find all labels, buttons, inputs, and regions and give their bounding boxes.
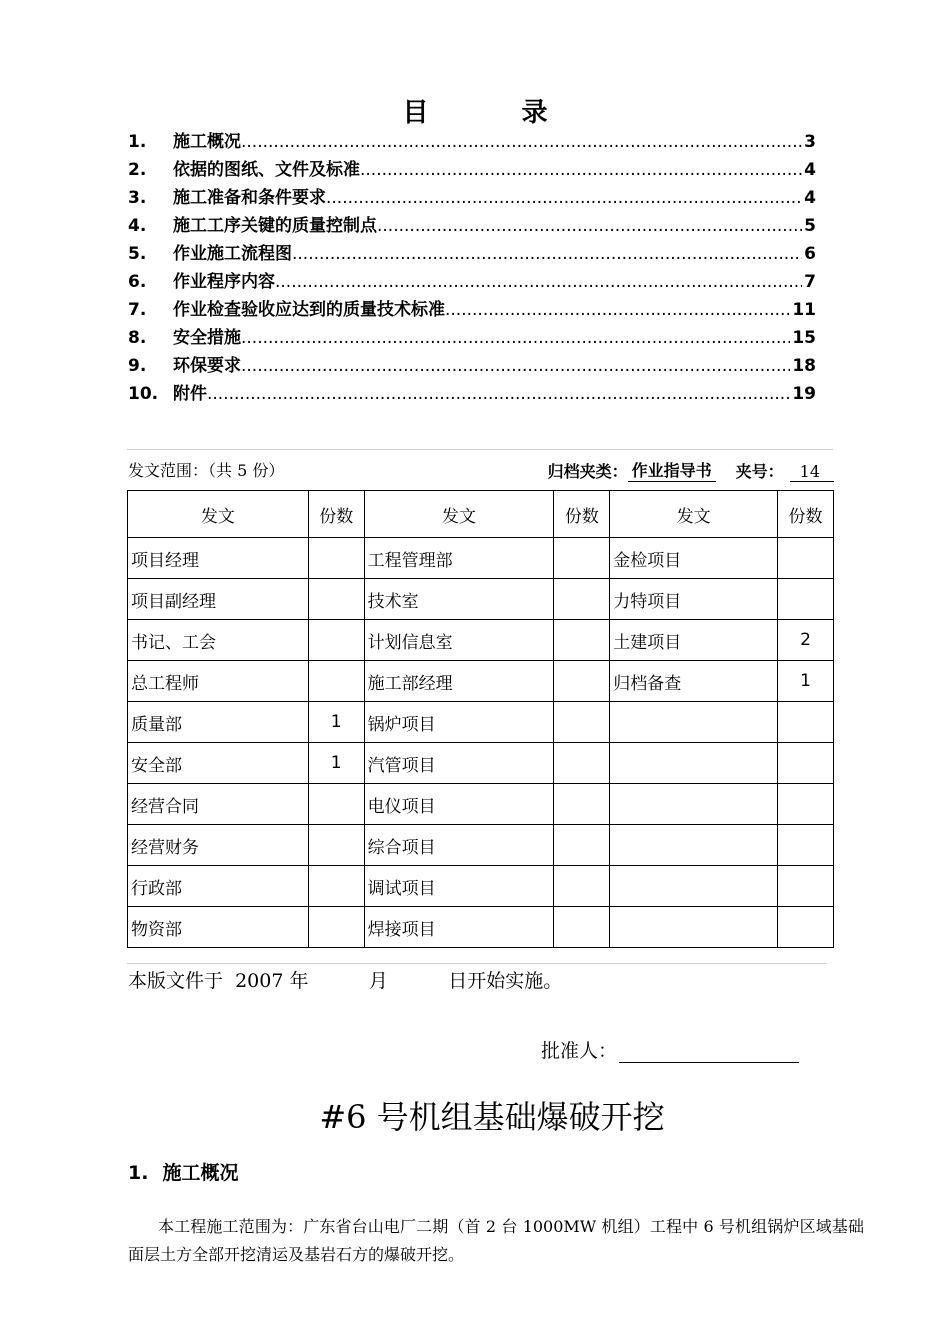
header-cell: 发文 [128, 491, 309, 538]
recipient-cell: 质量部 [128, 702, 309, 743]
divider [127, 963, 827, 964]
distribution-header [128, 458, 834, 484]
toc-item-page: 7 [804, 272, 816, 292]
toc-item-number: 2. [128, 160, 147, 180]
recipient-cell [610, 825, 778, 866]
toc-item-page: 19 [792, 384, 816, 404]
recipient-cell [610, 907, 778, 948]
toc-item-label: 附件 [173, 384, 207, 404]
toc-item-label: 作业施工流程图 [173, 244, 292, 264]
toc-leader-dots [241, 128, 802, 156]
copies-cell [554, 538, 610, 579]
recipient-cell: 技术室 [364, 579, 554, 620]
recipient-cell [610, 866, 778, 907]
toc-item[interactable] [128, 324, 816, 352]
recipient-cell: 综合项目 [364, 825, 554, 866]
copies-cell [778, 538, 834, 579]
approver [541, 1036, 799, 1063]
toc-item-number: 6. [128, 272, 147, 292]
copies-cell [778, 784, 834, 825]
copies-cell [308, 538, 364, 579]
effective-date-text: 本版文件于 2007 年 月 日开始实施。 [128, 970, 563, 992]
distribution-table [127, 490, 834, 948]
recipient-cell: 焊接项目 [364, 907, 554, 948]
toc-item-page: 15 [792, 328, 816, 348]
toc-item-label: 施工概况 [173, 132, 241, 152]
recipient-cell: 计划信息室 [364, 620, 554, 661]
copies-cell [778, 743, 834, 784]
recipient-cell [610, 702, 778, 743]
table-row [128, 866, 834, 907]
recipient-cell: 经营合同 [128, 784, 309, 825]
section-title: 施工概况 [162, 1162, 239, 1184]
recipient-cell: 金检项目 [610, 538, 778, 579]
toc-item-label: 作业检查验收应达到的质量技术标准 [173, 300, 445, 320]
toc-item-number: 8. [128, 328, 147, 348]
table-row [128, 825, 834, 866]
toc-item-label: 施工准备和条件要求 [173, 188, 326, 208]
recipient-cell: 总工程师 [128, 661, 309, 702]
toc-leader-dots [292, 240, 802, 268]
copies-cell [778, 702, 834, 743]
toc-item-number: 9. [128, 356, 147, 376]
toc-leader-dots [445, 296, 790, 324]
approver-signature-line [619, 1042, 799, 1063]
toc-item-page: 4 [804, 160, 816, 180]
table-of-contents [128, 128, 816, 408]
table-row [128, 579, 834, 620]
toc-item[interactable] [128, 184, 816, 212]
toc-item-label: 依据的图纸、文件及标准 [173, 160, 360, 180]
copies-cell [554, 784, 610, 825]
recipient-cell [610, 743, 778, 784]
table-header-row [128, 491, 834, 538]
copies-cell [308, 620, 364, 661]
copies-cell [554, 579, 610, 620]
recipient-cell [610, 784, 778, 825]
recipient-cell: 调试项目 [364, 866, 554, 907]
toc-item-page: 6 [804, 244, 816, 264]
approver-label: 批准人： [541, 1040, 618, 1062]
toc-leader-dots [207, 380, 790, 408]
recipient-cell: 项目副经理 [128, 579, 309, 620]
copies-cell [554, 702, 610, 743]
header-cell: 份数 [554, 491, 610, 538]
copies-cell [308, 784, 364, 825]
copies-cell [308, 866, 364, 907]
recipient-cell: 土建项目 [610, 620, 778, 661]
toc-leader-dots [275, 268, 802, 296]
toc-title: 目 录 [402, 98, 590, 128]
toc-item-label: 环保要求 [173, 356, 241, 376]
toc-leader-dots [360, 156, 802, 184]
toc-item[interactable] [128, 352, 816, 380]
copies-cell [554, 661, 610, 702]
header-cell: 发文 [364, 491, 554, 538]
table-row [128, 538, 834, 579]
toc-leader-dots [241, 352, 790, 380]
toc-item-label: 施工工序关键的质量控制点 [173, 216, 377, 236]
toc-item-page: 5 [804, 216, 816, 236]
table-row [128, 702, 834, 743]
toc-item-label: 作业程序内容 [173, 272, 275, 292]
copies-cell [554, 620, 610, 661]
toc-item-number: 7. [128, 300, 147, 320]
table-row [128, 784, 834, 825]
document-title: #6 号机组基础爆破开挖 [319, 1098, 665, 1136]
toc-item-page: 11 [792, 300, 816, 320]
copies-cell [308, 579, 364, 620]
copies-cell [308, 661, 364, 702]
toc-item[interactable] [128, 212, 816, 240]
copies-cell [308, 825, 364, 866]
toc-item[interactable] [128, 268, 816, 296]
copies-cell [778, 825, 834, 866]
toc-item-number: 1. [128, 132, 147, 152]
toc-leader-dots [377, 212, 802, 240]
section-number: 1. [128, 1162, 149, 1184]
recipient-cell: 行政部 [128, 866, 309, 907]
copies-cell: 1 [308, 702, 364, 743]
recipient-cell: 电仪项目 [364, 784, 554, 825]
recipient-cell: 书记、工会 [128, 620, 309, 661]
divider [127, 449, 833, 450]
distribution-scope: 发文范围：（共 5 份） [128, 461, 285, 480]
toc-item-label: 安全措施 [173, 328, 241, 348]
recipient-cell: 施工部经理 [364, 661, 554, 702]
archive-info [548, 458, 834, 482]
table-row [128, 907, 834, 948]
archive-value: 作业指导书 [628, 458, 716, 482]
toc-item[interactable] [128, 128, 816, 156]
recipient-cell: 物资部 [128, 907, 309, 948]
copies-cell [554, 743, 610, 784]
table-row [128, 743, 834, 784]
toc-item-number: 5. [128, 244, 147, 264]
copies-cell [554, 866, 610, 907]
toc-leader-dots [326, 184, 802, 212]
toc-item-number: 4. [128, 216, 147, 236]
recipient-cell: 项目经理 [128, 538, 309, 579]
recipient-cell: 锅炉项目 [364, 702, 554, 743]
copies-cell [554, 825, 610, 866]
copies-cell [778, 579, 834, 620]
recipient-cell: 汽管项目 [364, 743, 554, 784]
recipient-cell: 力特项目 [610, 579, 778, 620]
copies-cell [778, 866, 834, 907]
header-cell: 发文 [610, 491, 778, 538]
clip-value: 14 [790, 462, 834, 482]
toc-item-page: 18 [792, 356, 816, 376]
body-paragraph: 本工程施工范围为：广东省台山电厂二期（首 2 台 1000MW 机组）工程中 6 号机组锅炉区域基础面层土方全部开挖清运及基岩石方的爆破开挖。 [128, 1217, 864, 1264]
recipient-cell: 归档备查 [610, 661, 778, 702]
toc-item[interactable] [128, 380, 816, 408]
copies-cell: 2 [778, 620, 834, 661]
recipient-cell: 工程管理部 [364, 538, 554, 579]
toc-item-number: 10. [128, 384, 159, 404]
archive-label: 归档夹类： [547, 462, 628, 481]
copies-cell [778, 907, 834, 948]
table-row [128, 620, 834, 661]
toc-item-number: 3. [128, 188, 147, 208]
toc-item[interactable] [128, 156, 816, 184]
header-cell: 份数 [778, 491, 834, 538]
copies-cell: 1 [778, 661, 834, 702]
recipient-cell: 安全部 [128, 743, 309, 784]
copies-cell [554, 907, 610, 948]
toc-item-page: 4 [804, 188, 816, 208]
toc-item[interactable] [128, 296, 816, 324]
clip-label: 夹号： [735, 462, 784, 481]
toc-item[interactable] [128, 240, 816, 268]
copies-cell [308, 907, 364, 948]
recipient-cell: 经营财务 [128, 825, 309, 866]
toc-leader-dots [241, 324, 790, 352]
copies-cell: 1 [308, 743, 364, 784]
toc-item-page: 3 [804, 132, 816, 152]
table-row [128, 661, 834, 702]
section-heading [128, 1158, 238, 1185]
header-cell: 份数 [308, 491, 364, 538]
